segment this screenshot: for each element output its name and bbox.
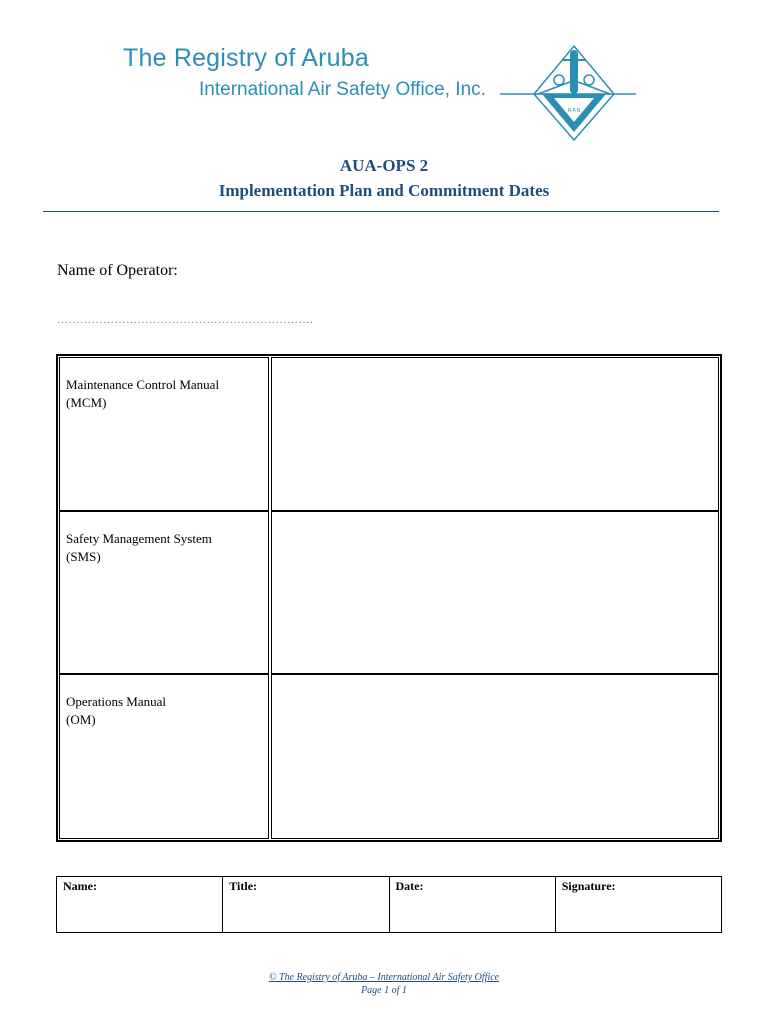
- signature-table: [56, 876, 722, 933]
- table-row: [58, 357, 720, 511]
- row-label-line2: (OM): [66, 712, 96, 727]
- airplane-emblem-icon: [498, 40, 638, 144]
- commitment-table: [56, 354, 722, 842]
- document-title: AUA-OPS 2: [339, 156, 429, 175]
- footer-copyright: © The Registry of Aruba – International Air Safety Office: [268, 972, 500, 983]
- title-divider: [43, 211, 719, 212]
- emblem-initials: R A R: [567, 108, 581, 114]
- date-field[interactable]: Date:: [390, 877, 556, 932]
- table-row: [58, 511, 720, 674]
- header-logo: [0, 0, 768, 150]
- row-label-cell: [59, 511, 269, 674]
- name-field[interactable]: Name:: [57, 877, 223, 932]
- sms-commitment-field[interactable]: [271, 511, 719, 674]
- row-label-line2: (MCM): [66, 395, 107, 410]
- om-commitment-field[interactable]: [271, 674, 719, 839]
- row-label-line1: Operations Manual: [66, 694, 167, 709]
- row-label-cell: [59, 674, 269, 839]
- operator-input-line[interactable]: ………………………………………………………….: [57, 314, 314, 326]
- document-subtitle: Implementation Plan and Commitment Dates: [218, 181, 550, 200]
- table-row: [58, 674, 720, 839]
- row-label-line2: (SMS): [66, 549, 101, 564]
- org-subtitle: International Air Safety Office, Inc.: [199, 79, 486, 100]
- row-label-line1: Safety Management System: [66, 531, 212, 546]
- row-label-cell: [59, 357, 269, 511]
- org-name: The Registry of Aruba: [123, 44, 369, 72]
- title-field[interactable]: Title:: [223, 877, 389, 932]
- row-label-line1: Maintenance Control Manual: [66, 377, 220, 392]
- signature-field[interactable]: Signature:: [561, 879, 616, 893]
- operator-label: Name of Operator:: [57, 262, 178, 279]
- mcm-commitment-field[interactable]: [271, 357, 719, 511]
- footer-page-number: Page 1 of 1: [361, 985, 407, 996]
